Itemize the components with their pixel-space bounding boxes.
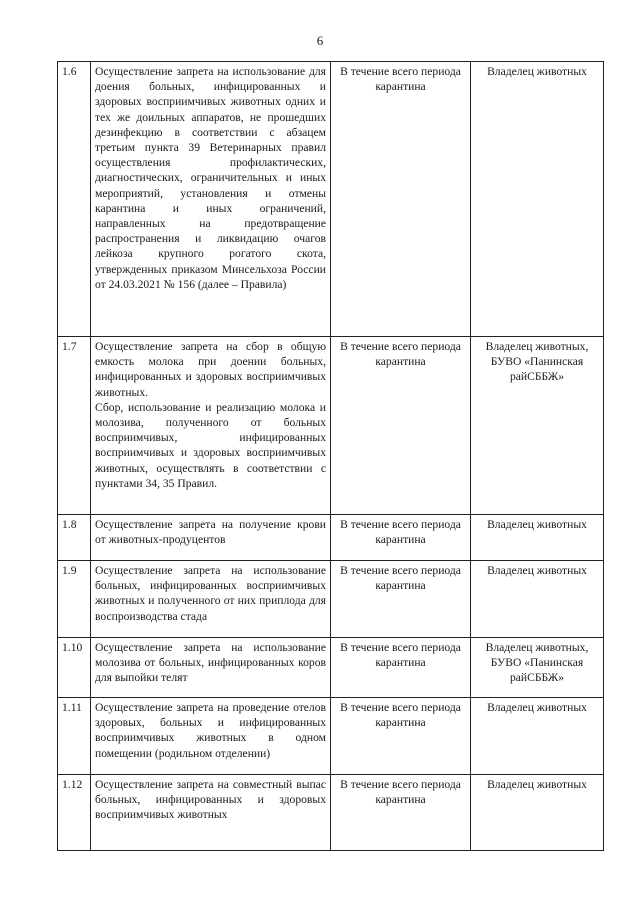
responsible-text: Владелец животных, БУВО «Панинская райСББЖ» [471, 638, 604, 698]
measure-text [91, 775, 331, 851]
table-row [58, 62, 604, 337]
measure-paragraph: Осуществление запрета на использование больных, инфицированных восприимчивых животных и полученного от них приплода для воспроизводства стада [95, 564, 326, 623]
row-number: 1.11 [58, 698, 91, 775]
measure-text [91, 515, 331, 561]
row-number: 1.12 [58, 775, 91, 851]
table-row [58, 337, 604, 515]
responsible-text: Владелец животных [471, 698, 604, 775]
measure-paragraph: Осуществление запрета на получение крови от животных-продуцентов [95, 518, 326, 547]
measure-text [91, 561, 331, 638]
measures-table [57, 61, 604, 851]
term-text: В течение всего периода карантина [331, 337, 471, 515]
page-number: 6 [316, 33, 324, 48]
measure-text [91, 698, 331, 775]
responsible-text: Владелец животных, БУВО «Панинская райСББЖ» [471, 337, 604, 515]
measure-paragraph: Осуществление запрета на совместный выпас больных, инфицированных и здоровых восприимчивых животных [95, 778, 326, 822]
measure-text [91, 62, 331, 337]
responsible-text: Владелец животных [471, 62, 604, 337]
measure-text [91, 638, 331, 698]
measure-paragraph: Осуществление запрета на использование молозива от больных, инфицированных коров для выпойки телят [95, 641, 326, 685]
table-row [58, 561, 604, 638]
responsible-text: Владелец животных [471, 561, 604, 638]
measure-paragraph: Осуществление запрета на проведение отелов здоровых, больных и инфицированных восприимчивых животных в одном помещении (родильном отделении) [95, 701, 326, 760]
term-text: В течение всего периода карантина [331, 775, 471, 851]
row-number: 1.7 [58, 337, 91, 515]
measure-paragraph: Осуществление запрета на сбор в общую емкость молока при доении больных, инфицированных и здоровых восприимчивых животных. [95, 340, 326, 399]
measure-paragraph: Осуществление запрета на использование для доения больных, инфицированных и здоровых восприимчивых животных одних и тех же доильных аппаратов, не прошедших дезинфекцию в соответствии с абзацем третьим пункта 39 Ветеринарных правил осуществления профилактических, диагностических, ограничительных и иных мероприятий, установления и отмены карантина и иных ограничений, направленных на предотвращение распространения и ликвидацию очагов лейкоза крупного рогатого скота, утвержденных приказом Минсельхоза России от 24.03.2021 № 156 (далее – Правила) [95, 65, 326, 291]
term-text: В течение всего периода карантина [331, 638, 471, 698]
row-number: 1.9 [58, 561, 91, 638]
term-text: В течение всего периода карантина [331, 515, 471, 561]
term-text: В течение всего периода карантина [331, 561, 471, 638]
term-text: В течение всего периода карантина [331, 698, 471, 775]
row-number: 1.6 [58, 62, 91, 337]
table-row [58, 515, 604, 561]
term-text: В течение всего периода карантина [331, 62, 471, 337]
measure-paragraph: Сбор, использование и реализацию молока и молозива, полученного от больных восприимчивых, инфицированных восприимчивых и здоровых восприимчивых животных, осуществлять в соответствии с пунктами 34, 35 Правил. [95, 400, 326, 490]
table-row [58, 775, 604, 851]
measure-text [91, 337, 331, 515]
responsible-text: Владелец животных [471, 775, 604, 851]
responsible-text: Владелец животных [471, 515, 604, 561]
row-number: 1.8 [58, 515, 91, 561]
row-number: 1.10 [58, 638, 91, 698]
table-row [58, 638, 604, 698]
table-row [58, 698, 604, 775]
